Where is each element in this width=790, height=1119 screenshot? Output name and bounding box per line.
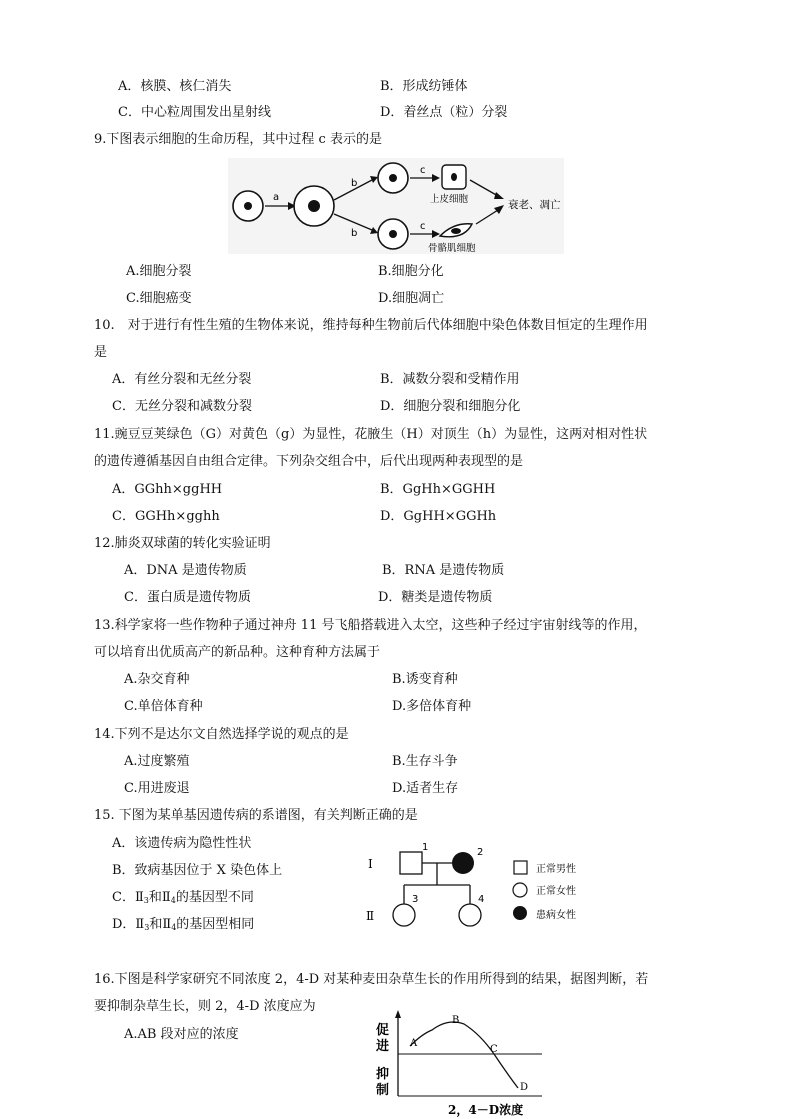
q14-option-c: C.用进废退 [124, 781, 190, 796]
y-label-promote-1: 促 [376, 1023, 390, 1038]
q11-stem-1: 11.豌豆豆荚绿色（G）对黄色（g）为显性，花腋生（H）对顶生（h）为显性，这两对相对性状 [94, 427, 648, 442]
aging-label: 衰老、凋亡 [508, 199, 561, 211]
q13-option-d: D.多倍体育种 [392, 699, 472, 714]
q12-option-b: B．RNA 是遗传物质 [382, 563, 505, 578]
q13-stem-2: 可以培育出优质高产的新品种。这种育种方法属于 [94, 645, 381, 660]
q8-option-a: A．核膜、核仁消失 [118, 79, 232, 94]
q11-option-c: C．GGHh×gghh [112, 509, 220, 524]
q12-stem: 12.肺炎双球菌的转化实验证明 [94, 536, 271, 551]
response-curve [410, 1022, 518, 1088]
q9-option-a: A.细胞分裂 [126, 264, 192, 279]
q13-option-c: C.单倍体育种 [124, 699, 203, 714]
point-b-label: B [452, 1015, 460, 1026]
q8-option-b: B．形成纺锤体 [380, 79, 468, 94]
svg-text:4: 4 [478, 894, 485, 905]
y-label-promote-2: 进 [376, 1039, 390, 1054]
label-c-top: c [420, 165, 426, 176]
q14-option-d: D.适者生存 [392, 781, 459, 796]
q15-stem: 15. 下图为某单基因遗传病的系谱图，有关判断正确的是 [94, 808, 418, 823]
epithelial-label: 上皮细胞 [430, 194, 469, 205]
muscle-label: 骨骼肌细胞 [428, 243, 476, 254]
label-b-top: b [351, 178, 358, 189]
q14-option-a: A.过度繁殖 [124, 754, 190, 769]
y-label-inhibit-2: 制 [376, 1083, 390, 1098]
q12-option-c: C．蛋白质是遗传物质 [124, 590, 251, 605]
q9-option-d: D.细胞凋亡 [378, 291, 445, 306]
svg-text:3: 3 [412, 894, 419, 905]
q14-option-b: B.生存斗争 [392, 754, 458, 769]
q9-stem: 9.下图表示细胞的生命历程，其中过程 c 表示的是 [94, 132, 382, 147]
individual-ii3 [393, 904, 415, 926]
point-c-label: C [490, 1044, 498, 1055]
q16-dose-response-graph [370, 1008, 550, 1118]
q15-option-b: B．致病基因位于 X 染色体上 [112, 863, 283, 878]
q11-stem-2: 的遗传遵循基因自由组合定律。下列杂交组合中，后代出现两种表现型的是 [94, 454, 524, 469]
q11-option-b: B．GgHh×GGHH [380, 482, 496, 497]
point-a-label: A [410, 1038, 418, 1049]
svg-text:2: 2 [477, 847, 484, 858]
individual-i2 [452, 852, 474, 874]
q11-option-a: A．GGhh×ggHH [112, 482, 223, 497]
q14-stem: 14.下列不是达尔文自然选择学说的观点的是 [94, 727, 349, 742]
q10-option-c: C．无丝分裂和减数分裂 [112, 399, 252, 414]
q8-option-d: D．着丝点（粒）分裂 [380, 105, 508, 120]
legend-male-label: 正常男性 [536, 864, 576, 875]
q16-stem-2: 要抑制杂草生长，则 2，4-D 浓度应为 [94, 999, 316, 1014]
legend-female-symbol [513, 883, 527, 897]
x-axis-label: 2，4－D浓度 [448, 1103, 524, 1117]
legend-affected-label: 患病女性 [536, 910, 576, 921]
legend-affected-symbol [513, 906, 527, 920]
q9-option-b: B.细胞分化 [378, 264, 444, 279]
label-b-bottom: b [351, 228, 358, 239]
generation-1-label: Ⅰ [368, 857, 373, 871]
q15-option-a: A．该遗传病为隐性性状 [112, 836, 252, 851]
individual-ii4 [459, 904, 481, 926]
legend-female-label: 正常女性 [536, 886, 576, 897]
q16-option-a: A.AB 段对应的浓度 [124, 1027, 239, 1042]
q12-option-a: A．DNA 是遗传物质 [124, 563, 247, 578]
q10-stem-1: 10. 对于进行有性生殖的生物体来说，维持每种生物前后代体细胞中染色体数目恒定的生理作用 [94, 318, 648, 333]
q13-stem-1: 13.科学家将一些作物种子通过神舟 11 号飞船搭载进入太空，这些种子经过宇宙射线等的作用， [94, 618, 647, 633]
q10-option-d: D．细胞分裂和细胞分化 [380, 399, 521, 414]
q13-option-a: A.杂交育种 [124, 672, 190, 687]
individual-i1 [400, 852, 422, 874]
q11-option-d: D．GgHH×GGHh [380, 509, 497, 524]
y-label-inhibit-1: 抑 [376, 1067, 390, 1082]
q15-pedigree [360, 838, 600, 938]
q8-option-c: C．中心粒周围发出星射线 [118, 105, 271, 120]
q9-cell-diagram [228, 158, 564, 254]
q15-option-c: C．$Ⅱ_3$和$Ⅱ_4$的基因型不同 [112, 890, 254, 905]
q16-stem-1: 16.下图是科学家研究不同浓度 2，4-D 对某种麦田杂草生长的作用所得到的结果，据图判断，若 [94, 972, 649, 987]
q9-option-c: C.细胞癌变 [126, 291, 192, 306]
q12-option-d: D．糖类是遗传物质 [378, 590, 493, 605]
label-c-bottom: c [420, 221, 426, 232]
q10-stem-2: 是 [94, 345, 108, 360]
q13-option-b: B.诱变育种 [392, 672, 458, 687]
legend-male-symbol [514, 861, 527, 874]
svg-text:1: 1 [422, 842, 429, 853]
generation-2-label: Ⅱ [366, 909, 375, 923]
point-d-label: D [520, 1082, 529, 1093]
q15-option-d: D．$Ⅱ_3$和$Ⅱ_4$的基因型相同 [112, 917, 255, 932]
q10-option-a: A．有丝分裂和无丝分裂 [112, 372, 252, 387]
q10-option-b: B．减数分裂和受精作用 [380, 372, 520, 387]
label-a: a [273, 192, 280, 203]
